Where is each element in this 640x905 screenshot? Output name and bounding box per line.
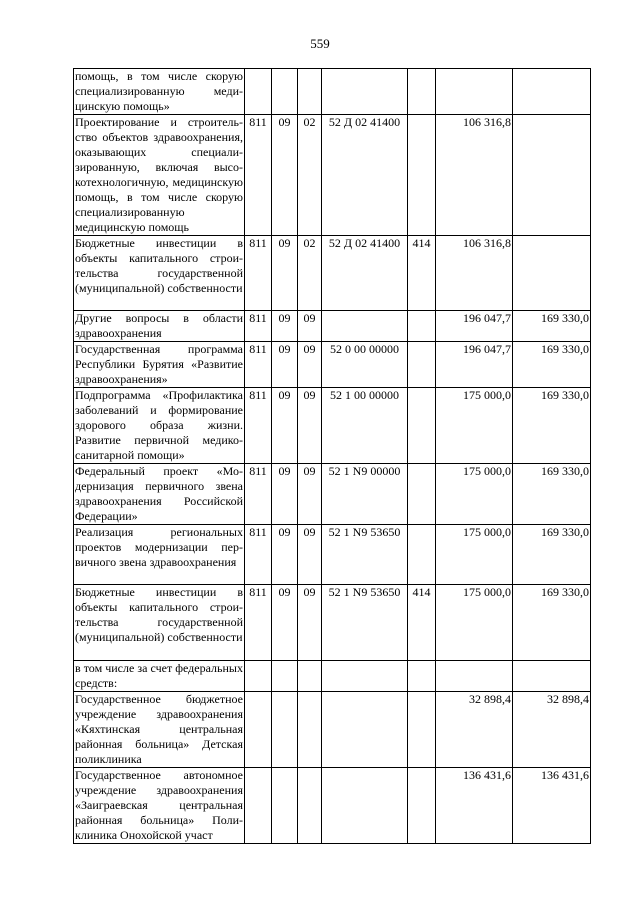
table-row — [74, 388, 591, 464]
row-name: Проектирование и строительство объектов здравоохранения, оказывающих специализированную, включая высокотехнологичную, медицинскую помощь, в том числе скорую специализированную медицинскую помощь — [75, 115, 243, 234]
row-vr — [408, 69, 436, 115]
row-rz — [272, 69, 298, 115]
row-sum2: 32 898,4 — [513, 692, 591, 768]
row-pr — [298, 69, 322, 115]
row-vr — [408, 525, 436, 585]
table-row — [74, 661, 591, 692]
row-csr — [322, 692, 408, 768]
row-sum1: 106 316,8 — [436, 115, 513, 236]
row-rz: 09 — [272, 388, 298, 464]
row-sum1: 175 000,0 — [436, 585, 513, 661]
row-rz: 09 — [272, 236, 298, 311]
row-csr: 52 1 N9 00000 — [322, 464, 408, 525]
row-sum1: 136 431,6 — [436, 768, 513, 844]
row-pr: 09 — [298, 585, 322, 661]
row-sum1 — [436, 69, 513, 115]
row-pr: 09 — [298, 311, 322, 342]
row-sum2 — [513, 661, 591, 692]
row-vr — [408, 692, 436, 768]
row-gr: 811 — [245, 585, 272, 661]
row-vr — [408, 768, 436, 844]
row-pr: 09 — [298, 525, 322, 585]
table-row — [74, 115, 591, 236]
row-sum1: 32 898,4 — [436, 692, 513, 768]
row-sum2: 169 330,0 — [513, 464, 591, 525]
row-csr: 52 Д 02 41400 — [322, 236, 408, 311]
page-number: 559 — [310, 36, 330, 51]
row-csr: 52 1 N9 53650 — [322, 525, 408, 585]
row-sum2: 136 431,6 — [513, 768, 591, 844]
row-sum2 — [513, 115, 591, 236]
row-vr — [408, 464, 436, 525]
table-row — [74, 342, 591, 388]
row-vr: 414 — [408, 585, 436, 661]
row-csr — [322, 661, 408, 692]
row-sum2: 169 330,0 — [513, 311, 591, 342]
table-row — [74, 525, 591, 585]
row-csr — [322, 768, 408, 844]
row-vr: 414 — [408, 236, 436, 311]
row-sum1: 106 316,8 — [436, 236, 513, 311]
row-name: Другие вопросы в области здравоохранения — [75, 311, 243, 340]
row-csr: 52 1 N9 53650 — [322, 585, 408, 661]
row-vr — [408, 342, 436, 388]
row-rz: 09 — [272, 311, 298, 342]
row-pr: 09 — [298, 342, 322, 388]
row-sum2 — [513, 69, 591, 115]
row-vr — [408, 388, 436, 464]
row-rz — [272, 661, 298, 692]
table-row — [74, 585, 591, 661]
row-rz: 09 — [272, 585, 298, 661]
row-sum1: 196 047,7 — [436, 342, 513, 388]
row-pr — [298, 692, 322, 768]
table-row — [74, 692, 591, 768]
row-sum1: 175 000,0 — [436, 388, 513, 464]
row-rz: 09 — [272, 115, 298, 236]
row-csr: 52 1 00 00000 — [322, 388, 408, 464]
row-pr — [298, 768, 322, 844]
row-gr: 811 — [245, 342, 272, 388]
table-row — [74, 69, 591, 115]
row-sum2: 169 330,0 — [513, 342, 591, 388]
table-row — [74, 311, 591, 342]
row-rz — [272, 768, 298, 844]
row-sum2: 169 330,0 — [513, 525, 591, 585]
row-sum2: 169 330,0 — [513, 388, 591, 464]
row-name: помощь, в том числе скорую специализированную медицинскую помощь» — [75, 69, 243, 113]
row-sum1: 175 000,0 — [436, 525, 513, 585]
row-rz — [272, 692, 298, 768]
row-name: Бюджетные инвестиции в объекты капитального строительства государственной (муниципальной) собственности — [74, 236, 245, 311]
row-gr — [245, 69, 272, 115]
row-csr — [322, 69, 408, 115]
row-gr — [245, 661, 272, 692]
row-name: Государственное автономное учреждение здравоохранения «Заиграевская центральная районная больница» Поликлиника Онохойской участ — [75, 768, 243, 842]
row-pr: 09 — [298, 464, 322, 525]
row-name: Бюджетные инвестиции в объекты капитального строительства государственной (муниципальной) собственности — [74, 585, 245, 661]
row-name: в том числе за счет федеральных средств: — [75, 661, 243, 690]
row-name: Федеральный проект «Модернизация первичного звена здравоохранения Российской Федерации» — [75, 464, 243, 523]
row-gr: 811 — [245, 236, 272, 311]
row-gr — [245, 692, 272, 768]
row-sum1: 175 000,0 — [436, 464, 513, 525]
row-csr: 52 0 00 00000 — [322, 342, 408, 388]
row-rz: 09 — [272, 464, 298, 525]
row-vr — [408, 661, 436, 692]
row-gr: 811 — [245, 115, 272, 236]
row-name: Подпрограмма «Профилактика заболеваний и формирование здорового образа жизни. Развитие первичной медико-санитарной помощи» — [75, 388, 243, 462]
row-gr: 811 — [245, 525, 272, 585]
row-sum1: 196 047,7 — [436, 311, 513, 342]
row-name: Государственное бюджетное учреждение здравоохранения «Кяхтинская центральная районная больница» Детская поликлиника — [75, 692, 243, 766]
row-name: Реализация региональных проектов модернизации первичного звена здравоохранения — [74, 525, 245, 585]
row-pr: 09 — [298, 388, 322, 464]
row-gr: 811 — [245, 388, 272, 464]
table-row — [74, 236, 591, 311]
row-csr: 52 Д 02 41400 — [322, 115, 408, 236]
row-pr: 02 — [298, 115, 322, 236]
budget-table — [73, 68, 591, 844]
row-pr — [298, 661, 322, 692]
row-gr — [245, 768, 272, 844]
row-rz: 09 — [272, 342, 298, 388]
row-sum2: 169 330,0 — [513, 585, 591, 661]
row-sum2 — [513, 236, 591, 311]
row-vr — [408, 115, 436, 236]
row-name: Государственная программа Республики Бурятия «Развитие здравоохранения» — [75, 342, 243, 386]
row-pr: 02 — [298, 236, 322, 311]
row-rz: 09 — [272, 525, 298, 585]
row-gr: 811 — [245, 464, 272, 525]
row-vr — [408, 311, 436, 342]
row-csr — [322, 311, 408, 342]
table-row — [74, 464, 591, 525]
row-gr: 811 — [245, 311, 272, 342]
table-row — [74, 768, 591, 844]
row-sum1 — [436, 661, 513, 692]
